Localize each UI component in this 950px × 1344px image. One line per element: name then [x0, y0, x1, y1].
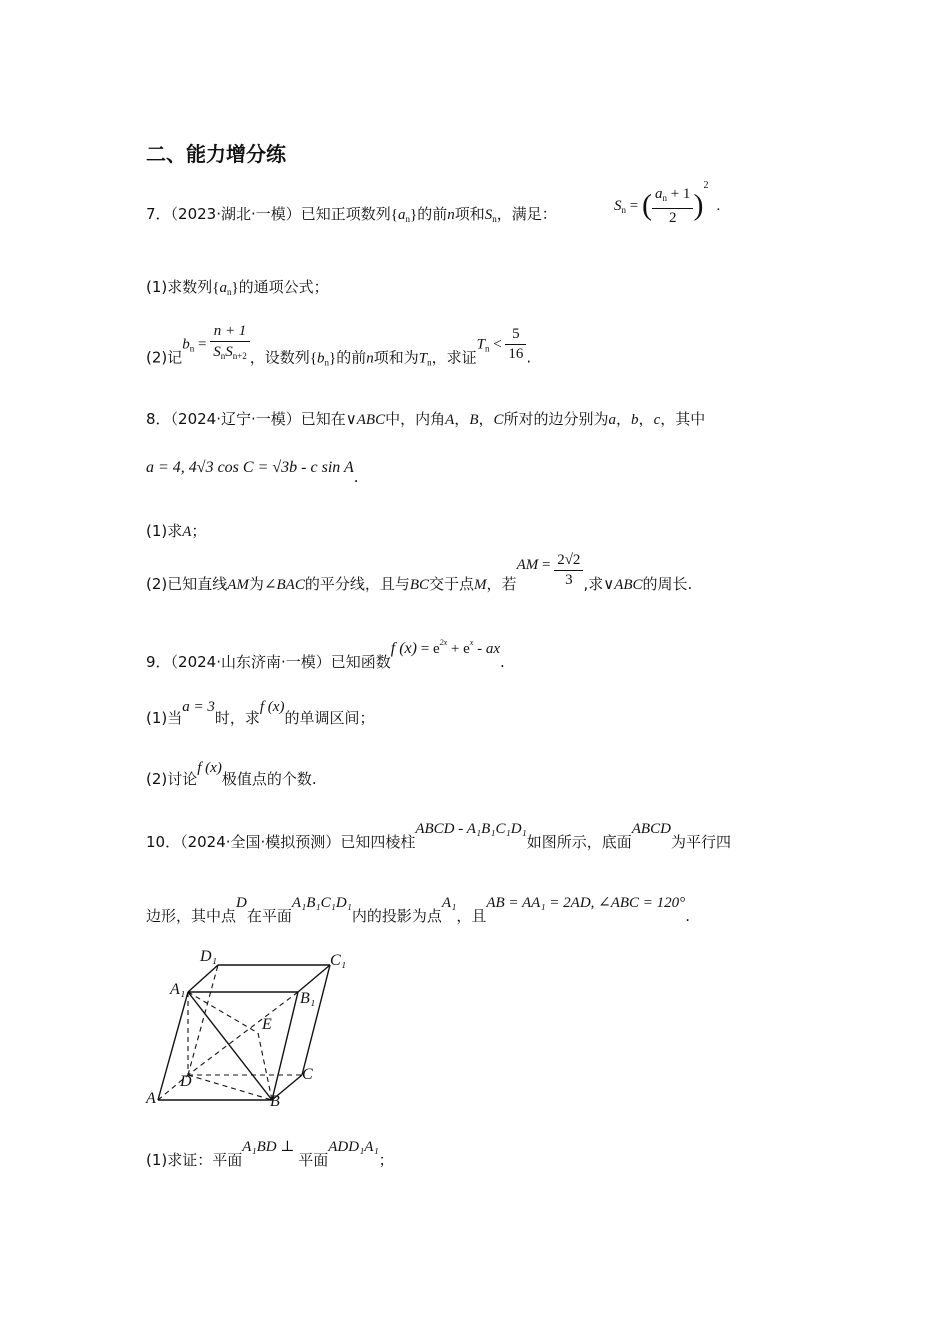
triangle-symbol: ∨ — [603, 577, 615, 593]
q9-source: （2024·山东济南·一模） — [170, 653, 331, 671]
q7-lt: < — [489, 336, 506, 353]
q7-text: 的前 — [417, 205, 448, 223]
q10-number: 10． — [146, 833, 181, 851]
q8-angle: ∠BAC — [263, 577, 305, 593]
edge-A1D1 — [188, 965, 218, 992]
q8-C: C — [493, 412, 504, 428]
q7-number: 7． — [146, 205, 171, 223]
q10-line-2 — [146, 893, 690, 926]
question-7 — [146, 203, 557, 224]
q10-text: 在平面 — [246, 907, 292, 925]
question-8 — [146, 408, 705, 429]
q10-D: D — [236, 895, 247, 911]
q9-eq: = e — [416, 641, 440, 657]
q9-part1-fx: f (x) — [259, 699, 285, 715]
q8-comma: ， — [638, 410, 654, 428]
label-C: C — [302, 1066, 313, 1083]
q10-plane1: A₁BD — [242, 1139, 277, 1155]
q10-text: 内的投影为点 — [351, 907, 442, 925]
prism-figure — [140, 945, 360, 1115]
q9-part1-text: 的单调区间； — [284, 709, 375, 727]
q9-part-1 — [146, 697, 374, 728]
q7-part2-text: ，求证 — [431, 348, 477, 367]
q7-source: （2023·湖北·一模） — [170, 205, 301, 223]
q7-part1-seq: a — [219, 280, 227, 296]
q7-T2: T — [476, 336, 485, 353]
q7-b-den-s1-sub: n — [220, 351, 226, 361]
q7-b-sub: n — [189, 343, 195, 354]
q7-part-2: (2)记$b_n$ = $\frac{n + 1}{S_nS_{n+2}}$ ，设数列$\{b_n\}$的前n项和为$T_n$，求证$T_n$ < $\frac{5}{16}$ . — [146, 323, 532, 368]
q7-b-num: n + 1 — [210, 322, 250, 342]
q7-b-den-s2: S — [225, 344, 233, 360]
q8-tri-name: ABC — [356, 412, 386, 428]
q8-AM-num: 2√2 — [554, 551, 583, 571]
q7-b: b — [182, 336, 190, 353]
q10-plane2: ADD₁A₁ — [328, 1139, 379, 1155]
q8-text: 中，内角 — [385, 410, 446, 428]
question-10 — [146, 819, 731, 852]
q7-S-sub: n — [492, 214, 497, 224]
q8-AM-den: 3 — [565, 572, 573, 588]
q10-part1-text: 平面 — [298, 1151, 329, 1169]
q7-b-den-s1: S — [213, 344, 221, 360]
q7-part1-seq-sub: n — [226, 287, 232, 297]
q10-text: 已知四棱柱 — [340, 833, 416, 851]
q8-b: b — [631, 412, 639, 428]
q10-end: . — [685, 907, 690, 925]
q9-exp1: 2x — [439, 638, 448, 647]
q7-text: 已知正项数列 — [300, 205, 391, 223]
label-C1: C₁ — [330, 952, 347, 969]
q8-text: 所对的边分别为 — [503, 410, 609, 428]
edge-CC1 — [302, 965, 330, 1075]
q7-formula-num: a — [654, 185, 663, 202]
q7-formula-exp: 2 — [703, 180, 709, 191]
q10-text: 边形，其中点 — [146, 907, 237, 925]
q7-seq-sub: n — [405, 214, 410, 224]
q8-eq: = — [538, 557, 555, 573]
q8-text: 已知在 — [300, 410, 346, 428]
q9-part1-text: 时，求 — [214, 709, 260, 727]
q8-c: c — [653, 412, 661, 428]
q8-part1-label: (1)求 — [146, 522, 183, 540]
q9-exp2: x — [469, 638, 474, 647]
q9-end: . — [500, 653, 505, 671]
q7-bound-num: 5 — [505, 325, 526, 345]
q10-part1-text: (1)求证：平面 — [146, 1151, 243, 1169]
q8-A: A — [445, 412, 455, 428]
q7-part1-label: (1)求数列 — [146, 278, 213, 296]
q9-fx: f (x) — [390, 640, 417, 657]
q8-condition-end: . — [353, 468, 359, 486]
q9-part1-cond: a = 3 — [182, 699, 215, 715]
q8-part1-A: A — [182, 524, 192, 540]
q10-plane: A₁B₁C₁D₁ — [291, 895, 352, 911]
label-B: B — [270, 1093, 280, 1110]
triangle-symbol: ∨ — [345, 412, 357, 428]
q7-brace-close: } — [409, 207, 418, 223]
q7-formula-fraction — [652, 184, 693, 228]
q8-text: ，其中 — [660, 410, 706, 428]
q10-base: ABCD — [631, 821, 671, 837]
q7-seq-symbol: a — [397, 207, 406, 223]
q7-T: T — [418, 350, 428, 367]
q8-AM-eq: AM — [516, 557, 539, 573]
q7-T2-sub: n — [484, 343, 490, 354]
q8-B: B — [469, 412, 479, 428]
q10-perp: ⊥ — [276, 1139, 299, 1155]
q7-text: 项和 — [454, 205, 485, 223]
q9-plus: + e — [447, 641, 470, 657]
q10-part1-end: ； — [378, 1151, 394, 1169]
edge-A1E — [188, 992, 258, 1033]
q7-brace-open: { — [390, 207, 398, 223]
q8-part2-text: 交于点 — [429, 575, 475, 593]
q9-part2-fx: f (x) — [197, 760, 222, 776]
q7-S: S — [484, 207, 493, 223]
q7-part2-text: 项和为 — [373, 348, 419, 367]
q10-condition: AB = AA₁ = 2AD, ∠ABC = 120° — [486, 895, 686, 911]
q9-part2-text: (2)讨论 — [146, 770, 198, 788]
label-A: A — [146, 1090, 156, 1107]
q8-condition-formula: a = 4, 4√3 cos C = √3b - c sin A — [146, 459, 354, 476]
q8-tri2-name: ABC — [614, 577, 643, 593]
q9-part1-text: (1)当 — [146, 709, 183, 727]
q10-text: ，且 — [456, 907, 487, 925]
q10-text: 如图所示，底面 — [526, 833, 632, 851]
q8-condition — [146, 458, 359, 486]
q7-text: ，满足： — [496, 205, 557, 223]
edge-C1B1 — [298, 965, 330, 992]
q7-bound-den: 16 — [508, 345, 524, 362]
q7-part1-text: 的通项公式； — [238, 278, 329, 296]
q9-tail: - ax — [473, 641, 501, 657]
q8-part-1 — [146, 520, 206, 541]
q8-part-2 — [146, 551, 692, 594]
q8-AM-fraction — [554, 551, 583, 590]
q7-part2-text: 的前 — [336, 348, 367, 367]
q7-part2-seq-sub: n — [324, 357, 330, 368]
q8-part2-text: ，若 — [486, 575, 517, 593]
edge-DB — [188, 1075, 272, 1100]
q7-formula-lhs-sub: n — [621, 205, 626, 215]
q10-A1: A₁ — [441, 895, 457, 911]
q9-text: 已知函数 — [330, 653, 391, 671]
q7-part2-seq: b — [317, 350, 325, 367]
section-heading: 二、能力增分练 — [146, 142, 286, 166]
q8-part2-text: (2)已知直线 — [146, 575, 228, 593]
q10-text: 为平行四 — [670, 833, 731, 851]
q7-b-den-s2-sub: n+2 — [232, 351, 247, 361]
q7-part2-label: (2)记 — [146, 348, 183, 367]
q8-number: 8． — [146, 410, 171, 428]
q7-bound-fraction — [505, 325, 526, 364]
q7-part-1: (1)求数列$\{a_n\}$的通项公式； — [146, 278, 329, 297]
q8-part2-text: 为 — [248, 575, 264, 593]
label-A1: A₁ — [170, 981, 186, 998]
label-D1: D₁ — [200, 948, 218, 965]
q7-T-sub: n — [427, 357, 432, 368]
q9-part-2 — [146, 758, 317, 789]
q7-formula-den: 2 — [668, 209, 677, 226]
q9-part2-text: 极值点的个数. — [221, 770, 317, 788]
q7-part2-text: ，设数列 — [249, 348, 310, 367]
q8-part2-text: 的平分线，且与 — [304, 575, 410, 593]
q7-formula-lhs: S — [614, 198, 622, 214]
label-B1: B₁ — [300, 990, 316, 1007]
q7-formula: $S_n$ = ( $\frac{a_n + 1}{2}$ )$^2$. — [614, 180, 721, 226]
q7-formula-num-sub: n — [662, 192, 667, 203]
q7-part2-n: n — [366, 350, 374, 367]
q8-comma: ， — [616, 410, 632, 428]
question-9 — [146, 638, 505, 672]
q10-source: （2024·全国·模拟预测） — [180, 833, 341, 851]
edge-A1B — [188, 992, 272, 1100]
q8-comma: ， — [478, 410, 494, 428]
label-E: E — [262, 1016, 272, 1033]
q9-number: 9． — [146, 653, 171, 671]
q8-M: M — [474, 577, 487, 593]
q8-part1-end: ； — [191, 522, 207, 540]
q7-b-fraction — [210, 322, 250, 366]
q7-formula-num-tail: + 1 — [666, 185, 691, 202]
q8-source: （2024·辽宁·一模） — [170, 410, 301, 428]
q8-comma: ， — [454, 410, 470, 428]
q7-part2-end: . — [526, 348, 532, 367]
q7-n: n — [447, 207, 455, 223]
q8-AM: AM — [227, 577, 249, 593]
edge-DD1 — [188, 965, 218, 1075]
q7-end: . — [716, 198, 721, 214]
q8-a: a — [608, 412, 617, 428]
q10-part-1 — [146, 1137, 394, 1170]
label-D: D — [180, 1073, 192, 1090]
q8-BC: BC — [409, 577, 430, 593]
q8-part2-text: 的周长. — [642, 575, 693, 593]
q8-part2-text: ,求 — [583, 575, 604, 593]
q10-prism: ABCD - A₁B₁C₁D₁ — [415, 821, 527, 837]
